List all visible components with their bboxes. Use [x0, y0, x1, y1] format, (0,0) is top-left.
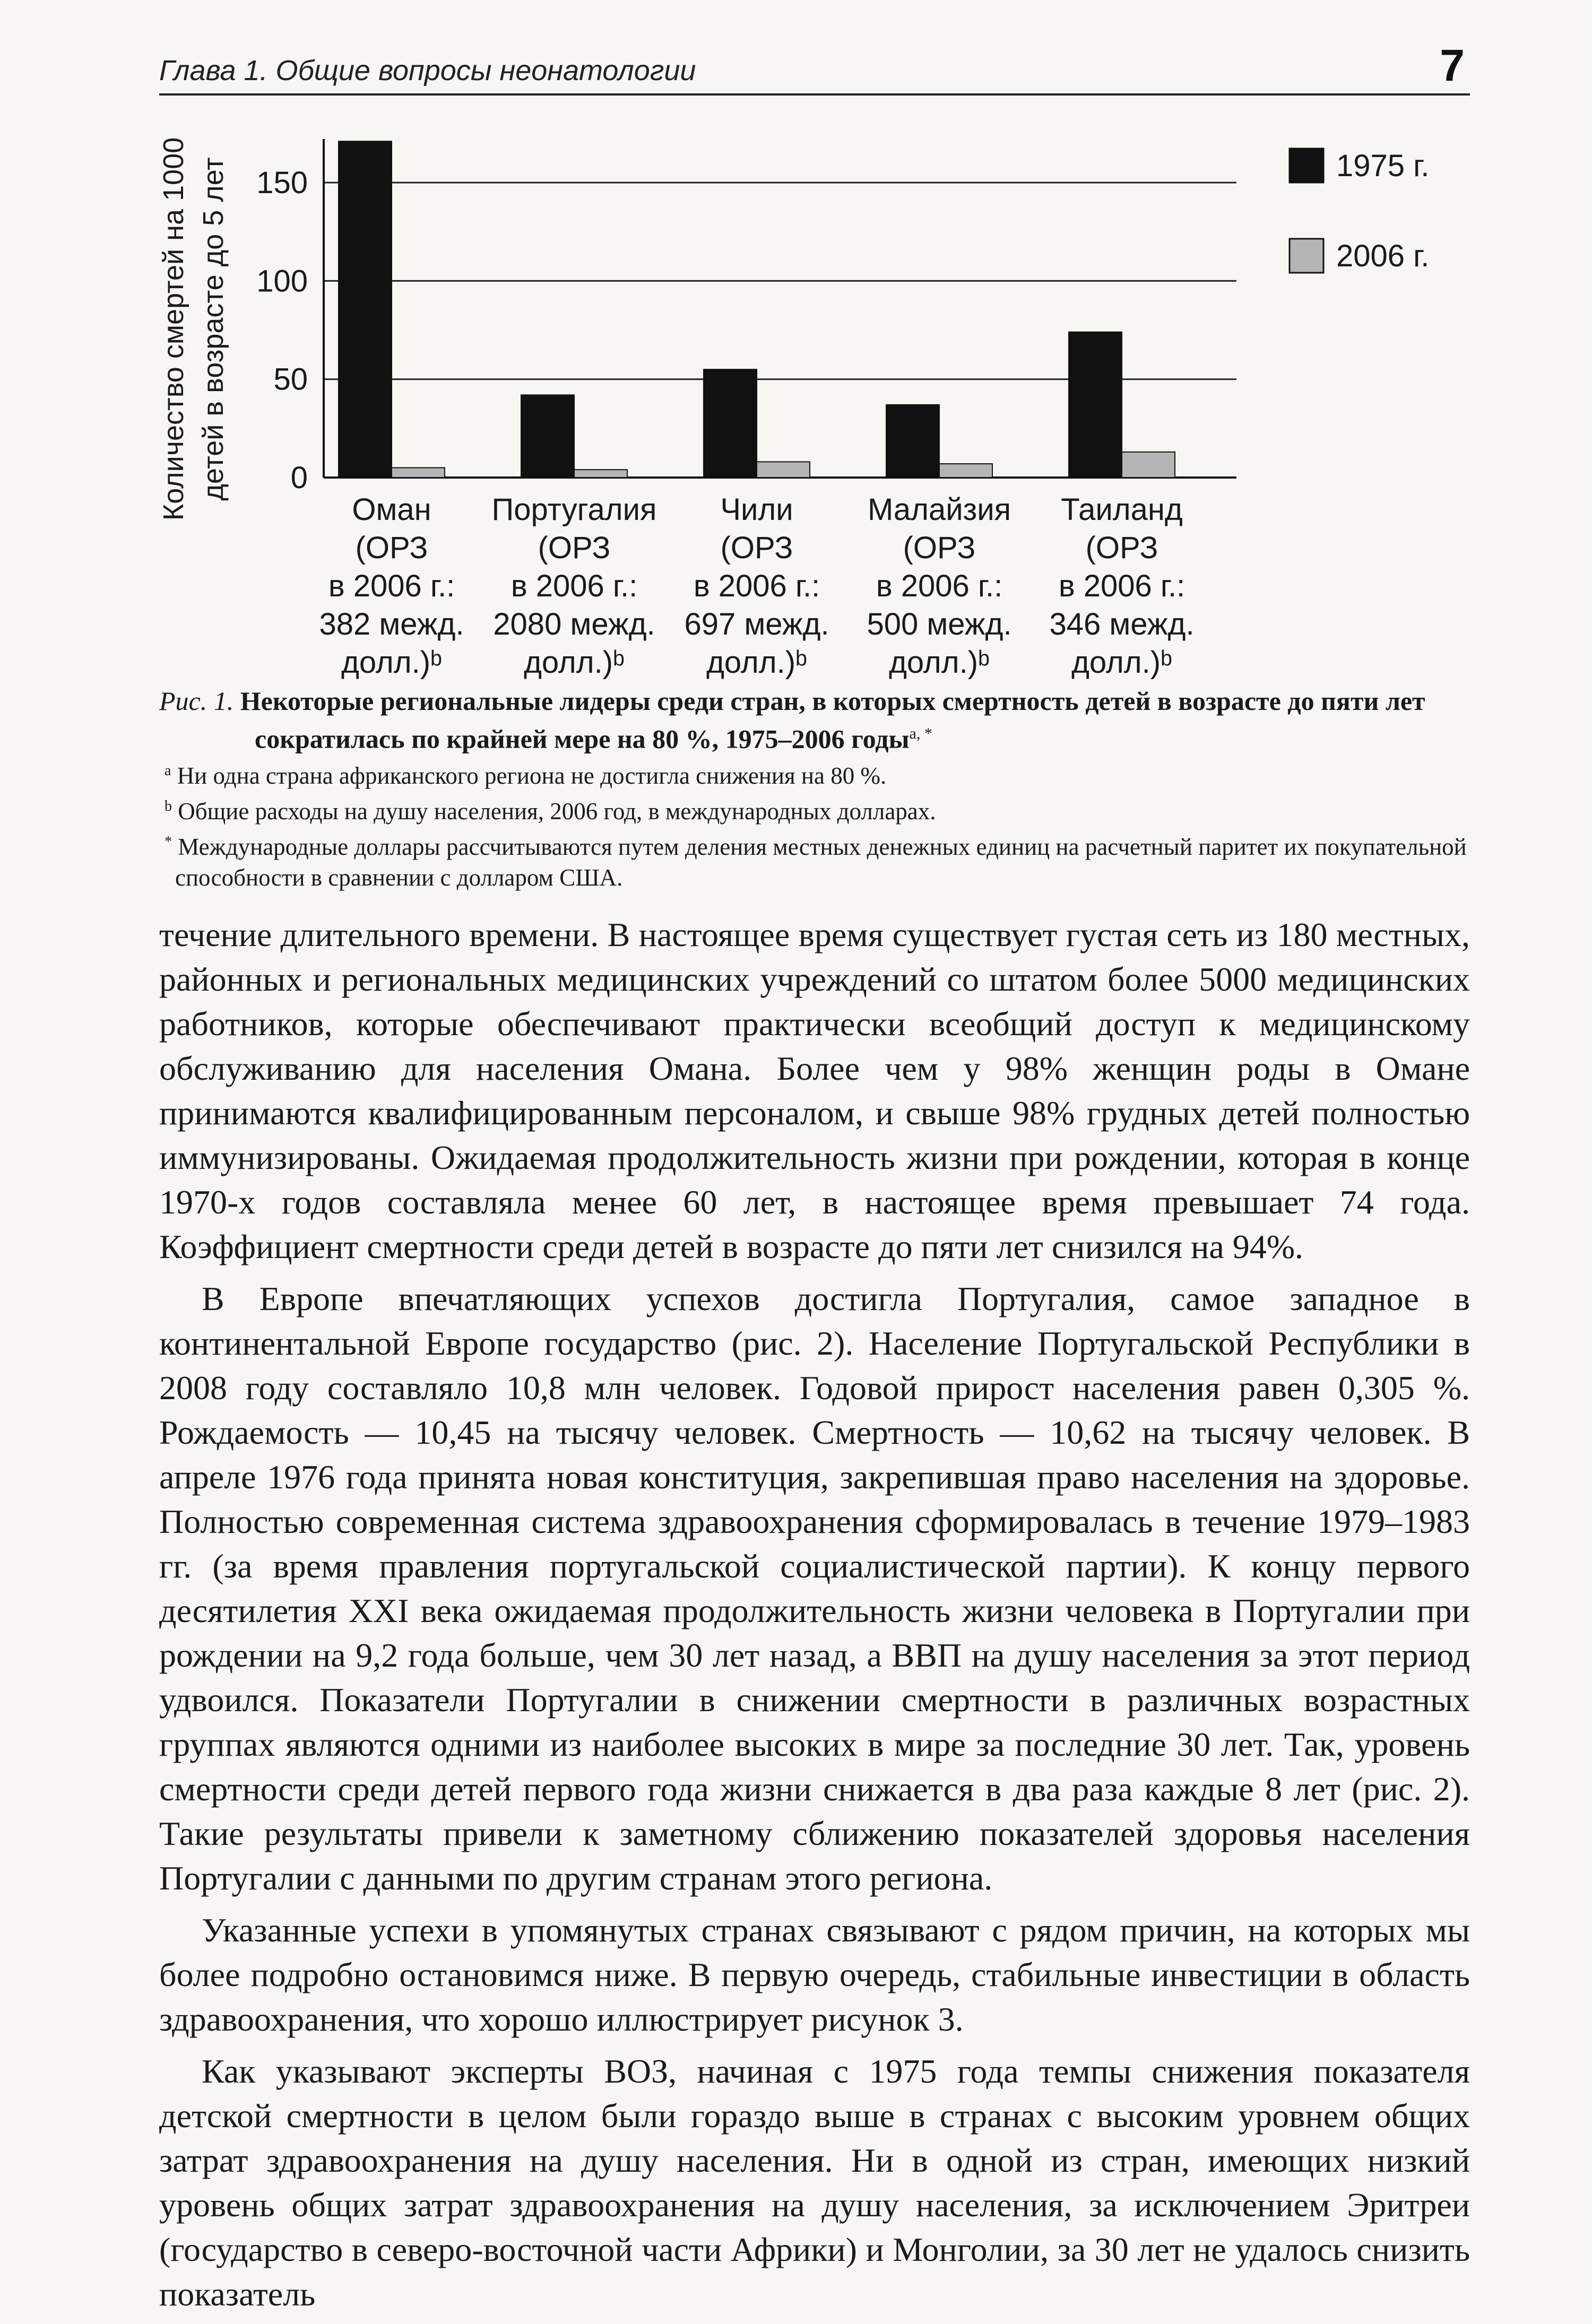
- chart-y-label: [158, 137, 229, 521]
- body-text: [159, 913, 1470, 2324]
- x-category-label-line: долл.)ᵇ: [1071, 645, 1172, 680]
- paragraph: Как указывают эксперты ВОЗ, начиная с 1975 года темпы снижения показателя детской смертности в целом были гораздо выше в странах с высоким уровнем общих затрат здравоохранения на душу населения. Ни в одной из стран, имеющих низкий уровень общих затрат здравоохранения на душу населения, за исключением Эритреи (государство в северо-восточной части Африки) и Монголии, за 30 лет не удалось снизить показатель: [159, 2052, 1470, 2313]
- paragraph: течение длительного времени. В настоящее время существует густая сеть из 180 местных, районных и региональных медицинских учреждений со штатом более 5000 медицинских работников, которые обеспечивают практически всеобщий доступ к медицинскому обслуживанию для населения Омана. Более чем у 98% женщин роды в Омане принимаются квалифицированным персоналом, и свыше 98% грудных детей полностью иммунизированы. Ожидаемая продолжительность жизни при рождении, которая в конце 1970-х годов составляла менее 60 лет, в настоящее время превышает 74 года. Коэффициент смертности среди детей в возрасте до пяти лет снизился на 94%.: [159, 916, 1470, 1265]
- x-category-label: [684, 492, 829, 680]
- y-axis-label-line2: детей в возрасте до 5 лет: [197, 157, 229, 501]
- x-category-label-line: в 2006 г.:: [876, 569, 1003, 603]
- bar-1975: [339, 141, 392, 478]
- x-category-label-line: 382 межд.: [319, 607, 464, 641]
- x-category-label-line: (ОРЗ: [1085, 531, 1158, 565]
- x-category-label-line: (ОРЗ: [903, 531, 976, 565]
- x-category-label-line: в 2006 г.:: [511, 569, 638, 603]
- chart-bars: [339, 141, 1175, 478]
- x-category-label-line: долл.)ᵇ: [524, 645, 625, 680]
- x-category-label-line: в 2006 г.:: [328, 569, 455, 603]
- x-category-label-line: долл.)ᵇ: [341, 645, 442, 680]
- bar-1975: [521, 395, 574, 478]
- caption-note: [159, 756, 1475, 791]
- x-category-label-line: 2080 межд.: [493, 607, 655, 641]
- y-tick-label: 150: [256, 166, 308, 201]
- x-category-label-line: Малайзия: [867, 492, 1011, 527]
- caption-note-text: Международные доллары рассчитываются путем деления местных денежных единиц на расчетный паритет их покупательной способности в сравнении с долларом США.: [172, 833, 1467, 891]
- chapter-title: Глава 1. Общие вопросы неонатологии: [159, 55, 696, 86]
- bar-2006: [939, 464, 992, 478]
- x-category-label-line: (ОРЗ: [720, 531, 793, 565]
- x-category-label-line: Португалия: [491, 492, 657, 527]
- x-category-label: [867, 492, 1011, 680]
- x-category-label-line: Чили: [720, 492, 793, 527]
- caption-note-text: Общие расходы на душу населения, 2006 год, в международных долларах.: [172, 797, 936, 825]
- caption-title: Некоторые региональные лидеры среди стран, в которых смертность детей в возрасте до пяти лет сократилась по крайней мере на 80 %, 1975–2006 годы: [240, 686, 1425, 754]
- x-category-label: [319, 492, 464, 680]
- x-category-label-line: 346 межд.: [1049, 607, 1195, 641]
- bar-1975: [886, 405, 939, 478]
- caption-label: Рис. 1.: [159, 686, 234, 716]
- bar-1975: [1069, 332, 1122, 478]
- x-category-label-line: долл.)ᵇ: [706, 645, 807, 680]
- caption-note: [159, 827, 1475, 893]
- figure-caption: [159, 684, 1475, 893]
- x-category-label-line: 500 межд.: [867, 607, 1012, 641]
- paragraph: В Европе впечатляющих успехов достигла Португалия, самое западное в континентальной Европе государство (рис. 2). Население Португальской Республики в 2008 году составляло 10,8 млн человек. Годовой прирост населения равен 0,305 %. Рождаемость — 10,45 на тысячу человек. Смертность — 10,62 на тысячу человек. В апреле 1976 года принята новая конституция, закрепившая право населения на здоровье. Полностью современная система здравоохранения сформировалась в течение 1979–1983 гг. (за время правления португальской социалистической партии). К концу первого десятилетия XXI века ожидаемая продолжительность жизни человека в Португалии при рождении на 9,2 года больше, чем 30 лет назад, а ВВП на душу населения за этот период удвоился. Показатели Португалии в снижении смертности в различных возрастных группах являются одними из наиболее высоких в мире за последние 30 лет. Так, уровень смертности среди детей первого года жизни снижается в два раза каждые 8 лет (рис. 2). Такие результаты привели к заметному сближению показателей здоровья населения Португалии с данными по другим странам этого региона.: [159, 1280, 1470, 1897]
- x-category-label-line: (ОРЗ: [538, 531, 611, 565]
- page-number: 7: [1440, 40, 1465, 90]
- y-tick-label: 100: [256, 264, 308, 299]
- bar-1975: [704, 369, 757, 478]
- caption-note: [159, 791, 1475, 827]
- x-category-label-line: Оман: [352, 492, 431, 527]
- bar-2006: [574, 470, 627, 478]
- legend-swatch-2006: [1290, 239, 1323, 273]
- chart-legend: [1290, 149, 1429, 273]
- caption-note-mark: a: [165, 762, 171, 779]
- bar-chart: [0, 0, 1592, 684]
- caption-note-mark: b: [165, 797, 172, 814]
- y-tick-label: 50: [273, 362, 308, 397]
- x-category-label: [1049, 492, 1194, 680]
- bar-2006: [392, 467, 445, 478]
- paragraph: Указанные успехи в упомянутых странах связывают с рядом причин, на которых мы более подробно остановимся ниже. В первую очередь, стабильные инвестиции в область здравоохранения, что хорошо иллюстрирует рисунок 3.: [159, 1911, 1470, 2038]
- x-category-label: [492, 492, 657, 680]
- bar-2006: [1122, 452, 1175, 478]
- y-axis-label-line1: Количество смертей на 1000: [158, 137, 189, 521]
- caption-note-mark: *: [165, 833, 172, 850]
- caption-title-marks: a, *: [909, 725, 932, 742]
- chart-x-labels: [319, 492, 1194, 680]
- caption-notes: [159, 756, 1475, 893]
- legend-label: 2006 г.: [1336, 239, 1430, 273]
- caption-title-block: [159, 684, 1475, 756]
- x-category-label-line: 697 межд.: [684, 607, 829, 641]
- x-category-label-line: (ОРЗ: [355, 531, 428, 565]
- x-category-label-line: долл.)ᵇ: [889, 645, 990, 680]
- bar-2006: [757, 462, 810, 478]
- x-category-label-line: в 2006 г.:: [1058, 569, 1186, 603]
- x-category-label-line: в 2006 г.:: [693, 569, 820, 603]
- legend-swatch-1975: [1290, 149, 1323, 183]
- y-tick-label: 0: [290, 461, 308, 495]
- legend-label: 1975 г.: [1336, 149, 1430, 183]
- x-category-label-line: Таиланд: [1061, 492, 1183, 527]
- caption-note-text: Ни одна страна африканского региона не достигла снижения на 80 %.: [171, 762, 887, 789]
